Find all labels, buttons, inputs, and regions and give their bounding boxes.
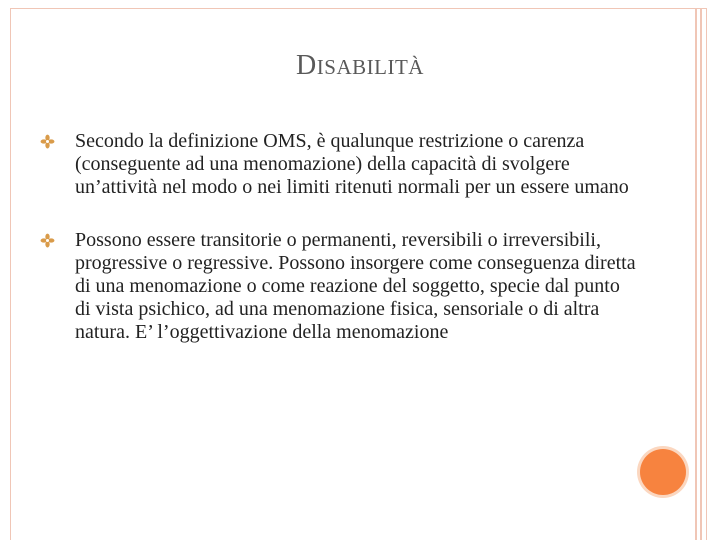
bullet-text: Possono essere transitorie o permanenti, reversibili o irreversibili, progressive o regressive. Possono insorgere come conseguenza diretta di una menomazione o come reazione del soggetto, specie dal punto di vista psichico, ad una menomazione fisica, sensoriale o di altra natura. E’ l’oggettivazione della menomazione bbox=[75, 229, 636, 343]
flower-bullet-icon bbox=[40, 233, 55, 248]
flower-bullet-icon bbox=[40, 134, 55, 149]
slide-title-initial: D bbox=[296, 50, 317, 81]
slide-title-rest: ISABILITÀ bbox=[316, 55, 424, 79]
orange-circle-ornament bbox=[640, 449, 686, 495]
right-border-line-2 bbox=[700, 8, 702, 540]
bullet-list bbox=[40, 130, 640, 374]
bullet-text: Secondo la definizione OMS, è qualunque restrizione o carenza (conseguente ad una menomazione) della capacità di svolgere un’attività nel modo o nei limiti ritenuti normali per un essere umano bbox=[75, 130, 629, 198]
right-border-line-1 bbox=[695, 8, 697, 540]
slide-title bbox=[0, 50, 720, 82]
bullet-item bbox=[40, 229, 640, 344]
bullet-item bbox=[40, 130, 640, 199]
